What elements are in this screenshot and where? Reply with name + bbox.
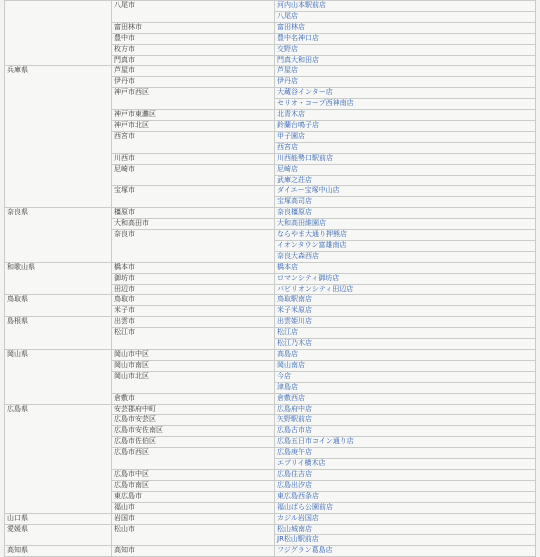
prefecture-cell: 和歌山県 (5, 262, 112, 295)
store-link[interactable]: 奈良橿原店 (277, 208, 312, 217)
table-row (5, 546, 536, 557)
store-cell (275, 142, 536, 153)
city-cell: 広島市西区 (112, 448, 275, 470)
store-link[interactable]: 尼崎店 (277, 164, 298, 173)
store-cell (275, 273, 536, 284)
table-row (5, 350, 536, 361)
prefecture-cell: 高知県 (5, 546, 112, 557)
store-cell (275, 448, 536, 459)
table-row (5, 1, 536, 12)
store-table-body (5, 1, 536, 557)
city-cell: 広島市南区 (112, 480, 275, 491)
store-link[interactable]: 松山城南店 (277, 524, 312, 533)
table-row (5, 262, 536, 273)
store-link[interactable]: ダイエー宝塚中山店 (277, 186, 340, 195)
store-link[interactable]: JR松山駅前店 (277, 535, 319, 544)
city-cell: 神戸市東灘区 (112, 110, 275, 121)
city-cell: 広島市中区 (112, 469, 275, 480)
city-cell: 伊丹市 (112, 77, 275, 88)
store-link[interactable]: 広島府中店 (277, 404, 312, 413)
store-link[interactable]: 西宮店 (277, 142, 298, 151)
store-cell (275, 11, 536, 22)
city-cell: 橋本市 (112, 262, 275, 273)
table-row (5, 404, 536, 415)
table-row (5, 208, 536, 219)
store-cell (275, 131, 536, 142)
city-cell: 豊中市 (112, 33, 275, 44)
city-cell: 岡山市北区 (112, 371, 275, 393)
table-row (5, 513, 536, 524)
store-cell (275, 459, 536, 470)
store-link[interactable]: 富田林店 (277, 22, 305, 31)
store-cell (275, 382, 536, 393)
city-cell: 御坊市 (112, 273, 275, 284)
store-cell (275, 153, 536, 164)
store-cell (275, 44, 536, 55)
prefecture-cell: 広島県 (5, 404, 112, 513)
store-cell (275, 295, 536, 306)
city-cell: 岡山市中区 (112, 350, 275, 361)
store-cell (275, 55, 536, 66)
store-link[interactable]: 米子米原店 (277, 306, 312, 315)
store-link[interactable]: 河内山本駅前店 (277, 1, 326, 9)
store-cell (275, 524, 536, 535)
city-cell: 松山市 (112, 524, 275, 546)
store-cell (275, 240, 536, 251)
store-cell (275, 77, 536, 88)
store-cell (275, 33, 536, 44)
store-cell (275, 360, 536, 371)
city-cell: 奈良市 (112, 230, 275, 263)
store-cell (275, 88, 536, 99)
city-cell: 大和高田市 (112, 219, 275, 230)
city-cell: 福山市 (112, 502, 275, 513)
store-cell (275, 22, 536, 33)
store-link[interactable]: 岡山南店 (277, 360, 305, 369)
city-cell: 鳥取市 (112, 295, 275, 306)
city-cell: 橿原市 (112, 208, 275, 219)
store-link[interactable]: 豊中名神口店 (277, 33, 319, 42)
city-cell: 枚方市 (112, 44, 275, 55)
store-link[interactable]: 福山ばら公園前店 (277, 502, 333, 511)
store-cell (275, 164, 536, 175)
city-cell: 倉敷市 (112, 393, 275, 404)
city-cell: 東広島市 (112, 491, 275, 502)
store-link[interactable]: フジグラン葛島店 (277, 546, 333, 555)
store-cell (275, 284, 536, 295)
prefecture-cell (5, 1, 112, 66)
city-cell: 米子市 (112, 306, 275, 317)
store-link[interactable]: 芦屋店 (277, 66, 298, 75)
store-cell (275, 480, 536, 491)
city-cell: 岡山市南区 (112, 360, 275, 371)
store-link[interactable]: 広島五日市コイン通り店 (277, 437, 354, 446)
store-link[interactable]: 倉敷西店 (277, 393, 305, 402)
city-cell: 出雲市 (112, 317, 275, 328)
table-row (5, 524, 536, 535)
store-link[interactable]: 広島住吉店 (277, 469, 312, 478)
store-link[interactable]: 交野店 (277, 44, 298, 53)
city-cell: 川西市 (112, 153, 275, 164)
prefecture-cell: 島根県 (5, 317, 112, 350)
store-cell (275, 404, 536, 415)
table-row (5, 295, 536, 306)
store-link[interactable]: 大和高田維園店 (277, 219, 326, 228)
city-cell: 芦屋市 (112, 66, 275, 77)
prefecture-cell: 兵庫県 (5, 66, 112, 208)
store-cell (275, 339, 536, 350)
store-link[interactable]: 武庫之荘店 (277, 175, 312, 184)
store-link[interactable]: 橋本店 (277, 262, 298, 271)
store-cell (275, 230, 536, 241)
store-link[interactable]: カジル岩国店 (277, 513, 319, 522)
store-link[interactable]: 鳥取駅南店 (277, 295, 312, 304)
store-cell (275, 175, 536, 186)
store-cell (275, 513, 536, 524)
store-link[interactable]: パビリオンシティ田辺店 (277, 284, 354, 293)
store-cell (275, 208, 536, 219)
store-link[interactable]: 八尾店 (277, 11, 298, 20)
store-cell (275, 350, 536, 361)
store-cell (275, 306, 536, 317)
store-cell (275, 415, 536, 426)
city-cell: 広島市安芸区 (112, 415, 275, 426)
store-link[interactable]: 東広島西条店 (277, 491, 319, 500)
city-cell: 広島市佐伯区 (112, 437, 275, 448)
city-cell: 神戸市西区 (112, 88, 275, 110)
city-cell: 高知市 (112, 546, 275, 557)
store-link[interactable]: エブリイ横木店 (277, 459, 326, 468)
store-link[interactable]: 松江乃木店 (277, 339, 312, 348)
store-link[interactable]: 奈良大森西店 (277, 251, 319, 260)
store-link[interactable]: 鈴蘭台鳴子店 (277, 120, 319, 129)
prefecture-cell: 愛媛県 (5, 524, 112, 546)
store-cell (275, 371, 536, 382)
store-link[interactable]: 高島店 (277, 350, 298, 358)
store-link[interactable]: 松江店 (277, 328, 298, 337)
store-cell (275, 120, 536, 131)
store-link[interactable]: 広島庚午店 (277, 448, 312, 457)
store-cell (275, 535, 536, 546)
store-cell (275, 186, 536, 197)
store-link[interactable]: 北青木店 (277, 110, 305, 119)
store-link[interactable]: 広島出汐店 (277, 480, 312, 489)
store-cell (275, 502, 536, 513)
store-locator-table (4, 0, 536, 557)
store-cell (275, 491, 536, 502)
store-cell (275, 328, 536, 339)
store-link[interactable]: 大蔵谷インター店 (277, 88, 333, 97)
store-link[interactable]: 宝塚高司店 (277, 197, 312, 206)
city-cell: 広島市安佐南区 (112, 426, 275, 437)
city-cell: 田辺市 (112, 284, 275, 295)
store-link[interactable]: 甲子園店 (277, 131, 305, 140)
table-row (5, 66, 536, 77)
city-cell: 尼崎市 (112, 164, 275, 186)
store-cell (275, 426, 536, 437)
store-cell (275, 99, 536, 110)
store-link[interactable]: 広島古市店 (277, 426, 312, 435)
table-row (5, 317, 536, 328)
store-cell (275, 317, 536, 328)
store-cell (275, 251, 536, 262)
store-cell (275, 393, 536, 404)
store-cell (275, 437, 536, 448)
store-cell (275, 197, 536, 208)
store-link[interactable]: 門真大和田店 (277, 55, 319, 64)
store-link[interactable]: 川西能勢口駅前店 (277, 153, 333, 162)
store-cell (275, 219, 536, 230)
store-cell (275, 469, 536, 480)
store-link[interactable]: 津島店 (277, 382, 298, 391)
store-link[interactable]: ロマンシティ御坊店 (277, 273, 340, 282)
store-cell (275, 262, 536, 273)
store-cell (275, 546, 536, 557)
store-link[interactable]: イオンタウン富雄南店 (277, 240, 347, 249)
city-cell: 岩国市 (112, 513, 275, 524)
city-cell: 宝塚市 (112, 186, 275, 208)
store-cell (275, 110, 536, 121)
store-cell (275, 66, 536, 77)
city-cell: 西宮市 (112, 131, 275, 153)
store-link[interactable]: ならやま大通り押熊店 (277, 230, 347, 239)
prefecture-cell: 山口県 (5, 513, 112, 524)
store-cell (275, 1, 536, 12)
prefecture-cell: 岡山県 (5, 350, 112, 405)
city-cell: 安芸郡府中町 (112, 404, 275, 415)
store-link[interactable]: 出雲姫川店 (277, 317, 312, 326)
store-link[interactable]: セリオ・コープ西神南店 (277, 99, 354, 108)
prefecture-cell: 奈良県 (5, 208, 112, 263)
prefecture-cell: 鳥取県 (5, 295, 112, 317)
store-link[interactable]: 矢野駅前店 (277, 415, 312, 424)
city-cell: 門真市 (112, 55, 275, 66)
city-cell: 富田林市 (112, 22, 275, 33)
city-cell: 松江市 (112, 328, 275, 350)
city-cell: 八尾市 (112, 1, 275, 23)
store-link[interactable]: 伊丹店 (277, 77, 298, 86)
store-link[interactable]: 今店 (277, 371, 291, 380)
city-cell: 神戸市北区 (112, 120, 275, 131)
